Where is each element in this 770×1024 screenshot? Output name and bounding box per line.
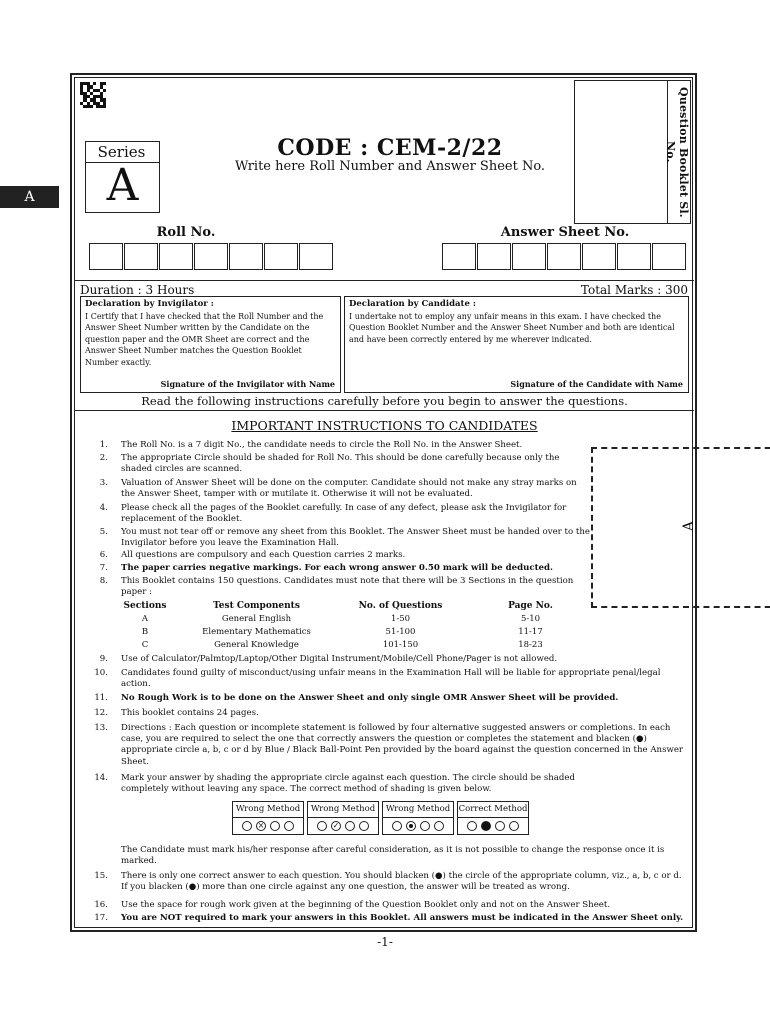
answer-digit-box[interactable] (652, 243, 686, 270)
roll-digit-box[interactable] (229, 243, 263, 270)
table-cell: A (141, 614, 149, 624)
instruction-item (90, 913, 690, 924)
roll-number-label: Roll No. (156, 225, 216, 240)
divider (75, 410, 694, 411)
instruction-item (90, 723, 690, 768)
instruction-number: 8. (99, 576, 108, 586)
instruction-item (90, 693, 690, 704)
exam-code-subtitle: Write here Roll Number and Answer Sheet No. (234, 159, 546, 174)
instruction-item (90, 478, 590, 500)
invigilator-declaration-title: Declaration by Invigilator : (85, 299, 214, 309)
dashed-box-letter: A (681, 520, 698, 532)
instruction-text: You are NOT required to mark your answers in this Booklet. All answers must be indicated in the Answer Sheet only. (121, 913, 684, 923)
filled-circle-icon (481, 821, 491, 831)
instruction-number: 13. (94, 723, 108, 733)
divider (75, 280, 694, 281)
series-letter: A (106, 160, 139, 211)
candidate-signature-label: Signature of the Candidate with Name (510, 379, 683, 390)
read-instructions-line: Read the following instructions carefully before you begin to answer the questions. (141, 394, 628, 408)
answer-sheet-label: Answer Sheet No. (500, 225, 630, 240)
instruction-text: Directions : Each question or incomplete statement is followed by four alternative suggested answers or completions. In each case, you are required to select the one that correctly answers the question or completes the statement and blacken (●) appropriate circle a, b, c or d by Blue / Black Ball-Point Pen provided by the board against the question concerned in the Answer Sheet. (121, 723, 684, 767)
roll-digit-box[interactable] (159, 243, 193, 270)
instruction-number: 2. (99, 453, 108, 463)
table-header: Test Components (213, 601, 300, 611)
instruction-text: You must not tear off or remove any sheet from this Booklet. The Answer Sheet must be handed over to the Invigilator before you leave the Examination Hall. (121, 527, 590, 549)
table-header: Sections (123, 601, 167, 611)
table-cell: 18-23 (518, 640, 543, 650)
instruction-item (90, 527, 590, 549)
table-cell: 101-150 (382, 640, 419, 650)
instruction-text: Valuation of Answer Sheet will be done on the computer. Candidate should not make any stray marks on the Answer Sheet, tamper with or mutilate it. Otherwise it will not be evaluated. (121, 478, 577, 500)
instruction-item (90, 563, 590, 574)
series-label: Series (97, 143, 146, 161)
instruction-number: 17. (94, 913, 108, 923)
instruction-number: 10. (94, 668, 108, 678)
empty-circle-icon (345, 821, 355, 831)
instruction-text: No Rough Work is to be done on the Answer Sheet and only single OMR Answer Sheet will be provided. (121, 693, 619, 703)
qr-code-icon (80, 82, 106, 108)
table-cell: Elementary Mathematics (202, 627, 311, 637)
instruction-number: 3. (99, 478, 108, 488)
instruction-number: 16. (94, 900, 108, 910)
instruction-item (90, 708, 690, 719)
invigilator-declaration (80, 296, 341, 393)
instruction-number: 7. (99, 563, 108, 573)
instruction-item (90, 668, 690, 690)
method-label: Wrong Method (383, 802, 453, 818)
instruction-number: 14. (94, 773, 108, 783)
empty-circle-icon (495, 821, 505, 831)
instruction-text: There is only one correct answer to each question. You should blacken (●) the circle of the appropriate column, viz., a, b, c or d. If you blacken (●) more than one circle against any one question, the answer will be treated as wrong. (121, 871, 682, 893)
table-cell: 1-50 (390, 614, 411, 624)
duration-text: Duration : 3 Hours (80, 283, 195, 297)
answer-digit-box[interactable] (617, 243, 651, 270)
instruction-text: The appropriate Circle should be shaded for Roll No. This should be done carefully because only the shaded circles are scanned. (121, 453, 560, 475)
empty-circle-icon (359, 821, 369, 831)
table-header: Page No. (508, 601, 553, 611)
crossed-circle-icon: × (257, 821, 265, 830)
instruction-text: All questions are compulsory and each Question carries 2 marks. (121, 550, 406, 560)
empty-circle-icon (467, 821, 477, 831)
instructions-title-text: IMPORTANT INSTRUCTIONS TO CANDIDATES (231, 418, 538, 433)
empty-circle-icon (270, 821, 280, 831)
instruction-text: Use the space for rough work given at the beginning of the Question Booklet only and not on the Answer Sheet. (121, 900, 611, 910)
table-cell: General Knowledge (214, 640, 299, 650)
instruction-number: 11. (94, 693, 108, 703)
shading-methods (232, 801, 532, 835)
answer-digit-box[interactable] (442, 243, 476, 270)
instruction-text: This booklet contains 24 pages. (121, 708, 259, 718)
empty-circle-icon (242, 821, 252, 831)
table-cell: C (141, 640, 149, 650)
empty-circle-icon (284, 821, 294, 831)
answer-digit-box[interactable] (582, 243, 616, 270)
roll-digit-box[interactable] (89, 243, 123, 270)
instruction-number: 12. (94, 708, 108, 718)
dotted-circle-icon (406, 821, 416, 831)
instruction-item (90, 900, 690, 911)
table-row (115, 613, 598, 626)
instruction-item (90, 871, 690, 893)
instruction-number: 5. (99, 527, 108, 537)
page-number: -1- (377, 935, 393, 949)
answer-sheet-boxes[interactable] (442, 243, 687, 270)
table-cell: 51-100 (385, 627, 416, 637)
instruction-item (90, 845, 690, 867)
series-side-tab: A (0, 186, 59, 208)
table-cell: 5-10 (520, 614, 541, 624)
instruction-text: The Candidate must mark his/her response after careful consideration, as it is not possible to change the response once it is marked. (121, 845, 665, 867)
empty-circle-icon (392, 821, 402, 831)
table-cell: 11-17 (518, 627, 543, 637)
ticked-circle-icon: ✓ (332, 821, 340, 830)
wrong-method-3 (382, 801, 454, 835)
method-label: Correct Method (458, 802, 528, 818)
method-label: Wrong Method (308, 802, 378, 818)
instruction-item (90, 654, 690, 665)
instruction-item (90, 440, 590, 451)
method-label: Wrong Method (233, 802, 303, 818)
empty-circle-icon (420, 821, 430, 831)
wrong-method-2 (307, 801, 379, 835)
table-row (115, 626, 598, 639)
instruction-text: Use of Calculator/Palmtop/Laptop/Other Digital Instrument/Mobile/Cell Phone/Pager is not allowed. (121, 654, 558, 664)
sections-table (115, 600, 598, 652)
answer-digit-box[interactable] (547, 243, 581, 270)
empty-circle-icon (509, 821, 519, 831)
instruction-item (90, 453, 590, 475)
instruction-number: 6. (99, 550, 108, 560)
instruction-item (90, 773, 590, 795)
instructions-title (75, 418, 694, 433)
table-cell: General English (221, 614, 292, 624)
instruction-number: 4. (99, 503, 108, 513)
empty-circle-icon (434, 821, 444, 831)
table-row (115, 639, 598, 652)
roll-number-boxes[interactable] (89, 243, 334, 270)
table-header: No. of Questions (358, 601, 443, 611)
instruction-item (90, 503, 590, 525)
table-header-row (115, 600, 598, 613)
answer-digit-box[interactable] (477, 243, 511, 270)
wrong-method-1 (232, 801, 304, 835)
candidate-declaration-text: I undertake not to employ any unfair means in this exam. I have checked the Question Booklet Number and the Answer Sheet Number and both are identical and have been correctly entered by me wherever indicated. (349, 311, 675, 344)
answer-digit-box[interactable] (512, 243, 546, 270)
roll-digit-box[interactable] (124, 243, 158, 270)
instruction-text: Mark your answer by shading the appropriate circle against each question. The circle should be shaded completely without leaving any space. The correct method of shading is given below. (121, 773, 575, 795)
booklet-sl-no-label: Question Booklet Sl. No. (664, 86, 690, 218)
empty-circle-icon (317, 821, 327, 831)
roll-digit-box[interactable] (264, 243, 298, 270)
table-cell: B (141, 627, 149, 637)
roll-digit-box[interactable] (194, 243, 228, 270)
exam-code-title: CODE : CEM-2/22 (277, 135, 503, 161)
instruction-item (90, 550, 590, 561)
candidate-declaration-title: Declaration by Candidate : (349, 299, 476, 309)
instruction-number: 9. (99, 654, 108, 664)
candidate-declaration (344, 296, 689, 393)
roll-digit-box[interactable] (299, 243, 333, 270)
invigilator-signature-label: Signature of the Invigilator with Name (160, 379, 335, 390)
instruction-text: The Roll No. is a 7 digit No., the candidate needs to circle the Roll No. in the Answer Sheet. (121, 440, 523, 450)
instruction-text: This Booklet contains 150 questions. Candidates must note that there will be 3 Sections in the question paper : (121, 576, 574, 598)
instruction-number: 15. (94, 871, 108, 881)
instruction-text: Please check all the pages of the Booklet carefully. In case of any defect, please ask the Invigilator for replacement of the Booklet. (121, 503, 567, 525)
instruction-text: The paper carries negative markings. For each wrong answer 0.50 mark will be deducted. (121, 563, 554, 573)
correct-method (457, 801, 529, 835)
instruction-item (90, 576, 590, 598)
instruction-text: Candidates found guilty of misconduct/using unfair means in the Examination Hall will be liable for appropriate penal/legal action. (121, 668, 661, 690)
invigilator-declaration-text: I Certify that I have checked that the Roll Number and the Answer Sheet Number written by the Candidate on the question paper and the OMR Sheet are correct and the Answer Sheet Number matches the Question Booklet Number exactly. (85, 311, 324, 367)
instruction-number: 1. (99, 440, 108, 450)
total-marks-text: Total Marks : 300 (580, 283, 688, 297)
